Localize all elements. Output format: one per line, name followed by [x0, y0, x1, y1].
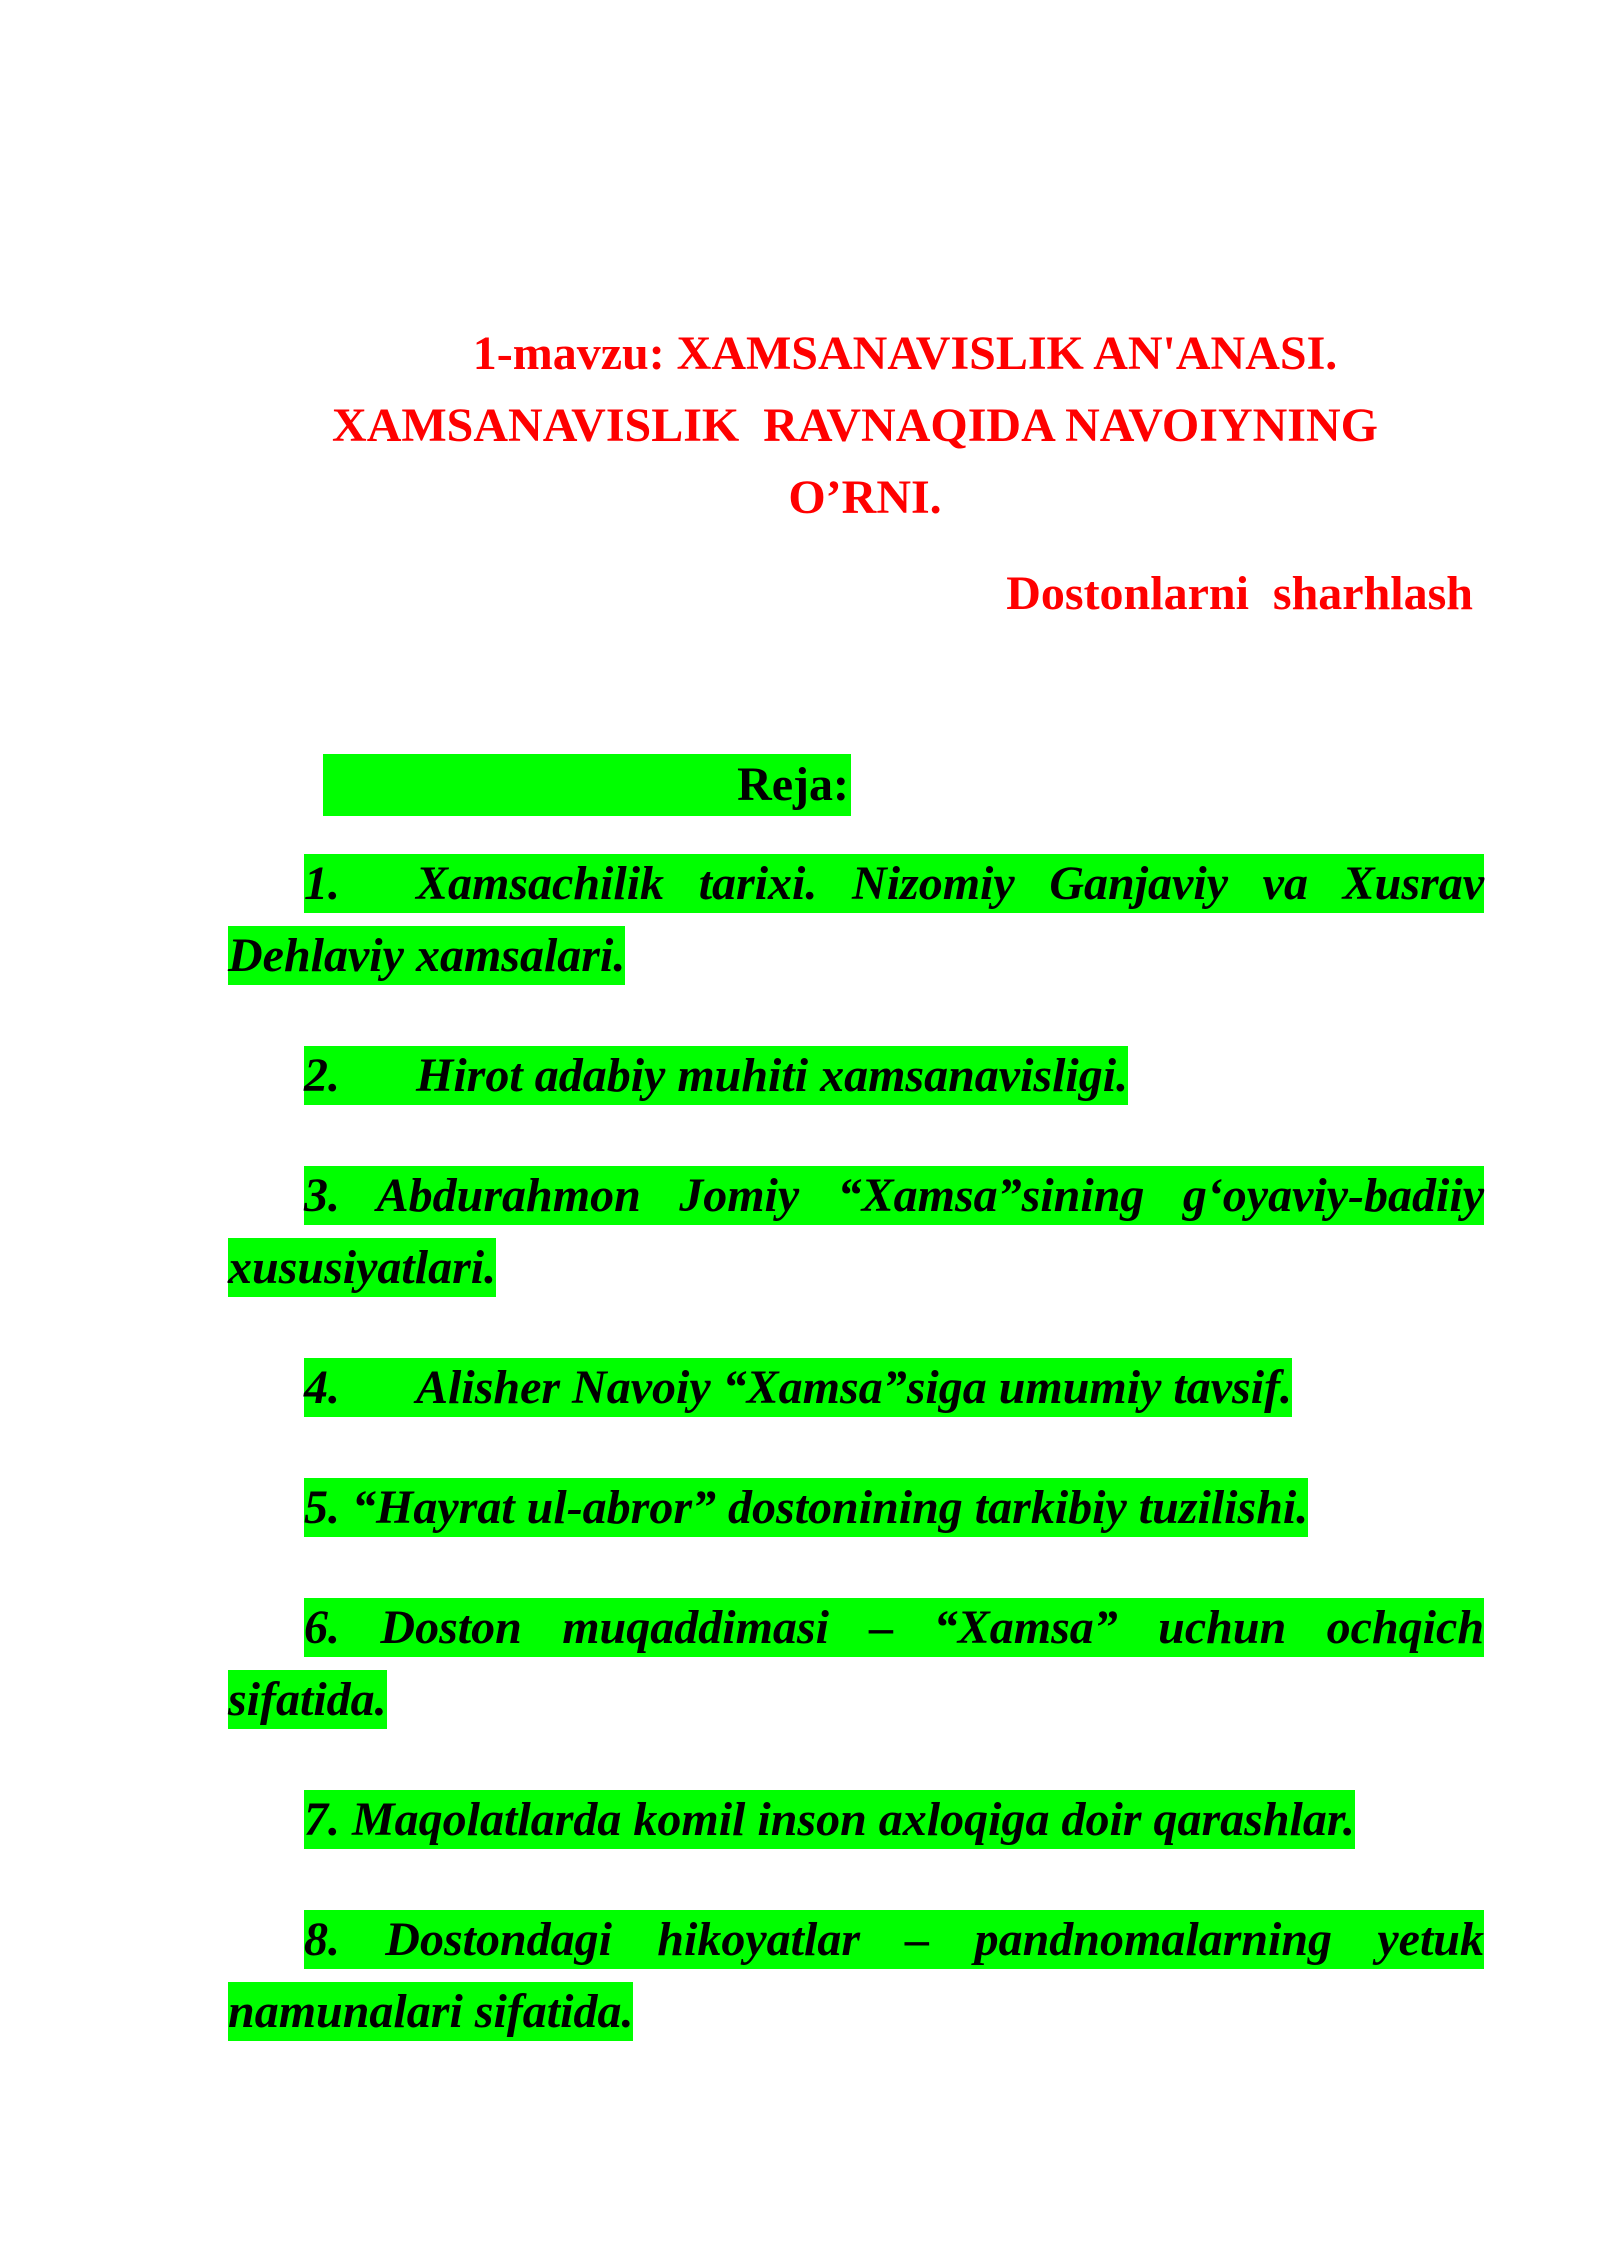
plan-item-text: Doston muqaddimasi – “Xamsa” uchun ochqich sifatida. — [228, 1601, 1485, 1726]
plan-item-6 — [228, 1592, 1484, 1736]
plan-item-8 — [228, 1904, 1484, 2048]
title-line-2: XAMSANAVISLIK RAVNAQIDA NAVOIYNING — [332, 399, 1378, 452]
plan-item-number: 4. — [304, 1361, 340, 1414]
document-title — [230, 318, 1480, 534]
plan-heading: Reja: — [323, 754, 851, 816]
plan-item-number: 2. — [304, 1049, 340, 1102]
plan-item-number: 8. — [304, 1913, 340, 1966]
plan-item-3 — [228, 1160, 1484, 1304]
plan-item-number: 3. — [304, 1169, 340, 1222]
plan-item-text: Xamsachilik tarixi. Nizomiy Ganjaviy va Xusrav Dehlaviy xamsalari. — [228, 857, 1484, 982]
plan-item-number: 7. — [304, 1793, 340, 1846]
plan-item-number: 1. — [304, 857, 340, 910]
plan-item-number: 6. — [304, 1601, 340, 1654]
plan-item-number: 5. — [304, 1481, 340, 1534]
title-line-3: O’RNI. — [788, 471, 942, 524]
title-line-1: 1-mavzu: XAMSANAVISLIK AN'ANASI. — [472, 327, 1338, 380]
plan-item-text: Dostondagi hikoyatlar – pandnomalarning yetuk namunalari sifatida. — [228, 1913, 1484, 2038]
plan-item-5 — [228, 1472, 1484, 1544]
plan-item-text: Maqolatlarda komil inson axloqiga doir qarashlar. — [352, 1793, 1355, 1846]
plan-item-text: Alisher Navoiy “Xamsa”siga umumiy tavsif. — [416, 1361, 1293, 1414]
plan-item-2 — [228, 1040, 1484, 1112]
document-subtitle: Dostonlarni sharhlash — [1006, 567, 1473, 620]
plan-list — [228, 848, 1484, 2074]
plan-item-4 — [228, 1352, 1484, 1424]
plan-item-1 — [228, 848, 1484, 992]
plan-item-text: Hirot adabiy muhiti xamsanavisligi. — [416, 1049, 1129, 1102]
plan-item-text: “Hayrat ul-abror” dostonining tarkibiy tuzilishi. — [352, 1481, 1309, 1534]
plan-item-text: Abdurahmon Jomiy “Xamsa”sining g‘oyaviy-badiiy xususiyatlari. — [228, 1169, 1485, 1294]
plan-item-7 — [228, 1784, 1484, 1856]
